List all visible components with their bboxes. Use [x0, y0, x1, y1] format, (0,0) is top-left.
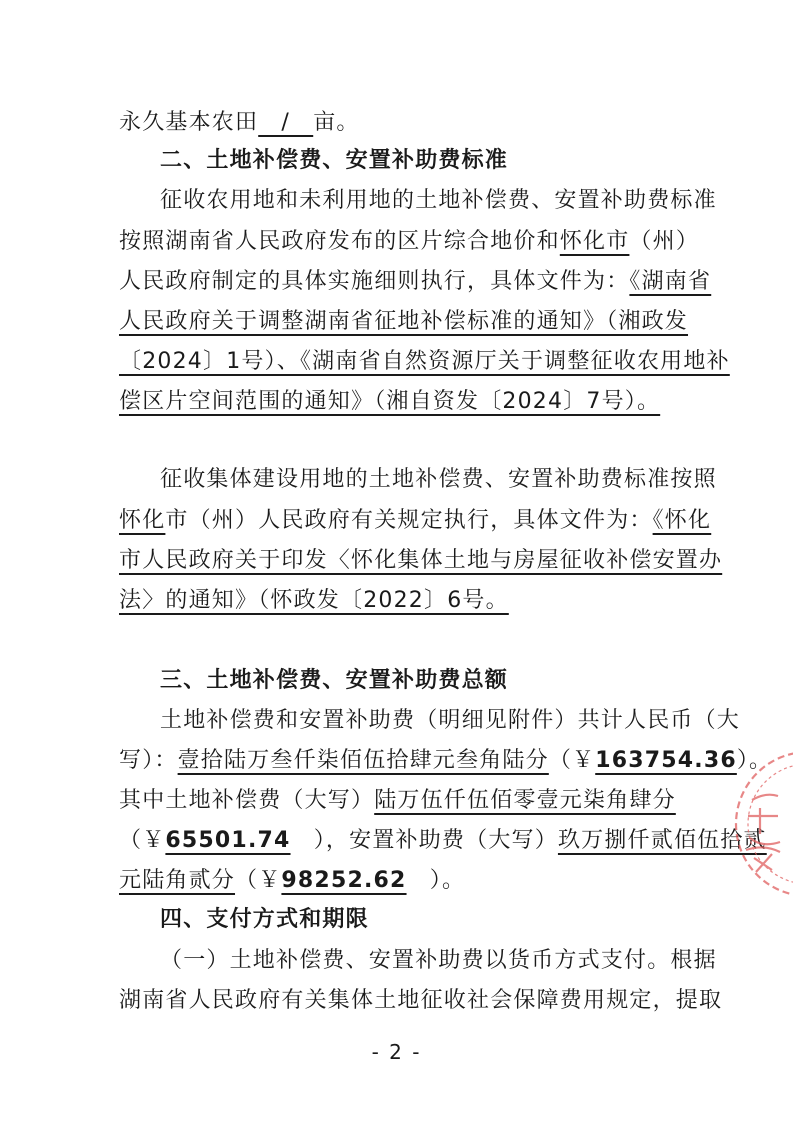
section-heading: 四、支付方式和期限	[160, 907, 369, 932]
paragraph-line: 土地补偿费和安置补助费（明细见附件）共计人民币（大	[160, 708, 741, 733]
paragraph-line: 元陆角贰分（￥98252.62 ）。	[119, 868, 466, 893]
total-amount-number: 163754.36	[595, 748, 737, 773]
resettlement-subsidy-number: 98252.62	[281, 868, 407, 893]
resettlement-subsidy-words-cont: 元陆角贰分	[119, 868, 236, 893]
paragraph-line: 人民政府制定的具体实施细则执行，具体文件为：《湖南省	[119, 269, 712, 294]
blank-field: 怀化市	[559, 229, 630, 254]
paragraph-line: 偿区片空间范围的通知》（湘自资发〔2024〕7号）。	[119, 389, 661, 414]
paragraph-line: 法〉的通知》（怀政发〔2022〕6号。	[119, 588, 509, 613]
blank-field: 《怀化	[652, 508, 712, 533]
total-amount-words: 壹拾陆万叁仟柒佰伍拾肆元叁角陆分	[177, 748, 549, 773]
blank-field: 《湖南省	[629, 269, 712, 294]
blank-field: 怀化	[119, 508, 166, 533]
paragraph-line: 写）：壹拾陆万叁仟柒佰伍拾肆元叁角陆分（￥163754.36）。	[119, 748, 773, 773]
section-heading: 三、土地补偿费、安置补助费总额	[160, 668, 509, 693]
seal-stamp	[728, 742, 793, 902]
paragraph-line: 按照湖南省人民政府发布的区片综合地价和怀化市（州）	[119, 229, 700, 254]
paragraph-line: 湖南省人民政府有关集体土地征收社会保障费用规定，提取	[119, 988, 723, 1013]
paragraph-line: 征收集体建设用地的土地补偿费、安置补助费标准按照	[160, 467, 717, 492]
paragraph-line: （一）土地补偿费、安置补助费以货币方式支付。根据	[160, 948, 717, 973]
paragraph-line: 永久基本农田 / 亩。	[119, 110, 360, 135]
page-number: - 2 -	[371, 1040, 422, 1064]
section-heading: 二、土地补偿费、安置补助费标准	[160, 148, 509, 173]
paragraph-line: 人民政府关于调整湖南省征地补偿标准的通知》（湘政发	[119, 309, 689, 334]
paragraph-line: 其中土地补偿费（大写）陆万伍仟伍佰零壹元柒角肆分	[119, 788, 676, 813]
paragraph-line: 征收农用地和未利用地的土地补偿费、安置补助费标准	[160, 188, 717, 213]
land-compensation-words: 陆万伍仟伍佰零壹元柒角肆分	[374, 788, 676, 813]
resettlement-subsidy-words: 玖万捌仟贰佰伍拾贰	[557, 828, 767, 853]
paragraph-line: 〔2024〕1号）、《湖南省自然资源厅关于调整征收农用地补	[119, 349, 730, 374]
paragraph-line: 怀化市（州）人民政府有关规定执行，具体文件为：《怀化	[119, 508, 712, 533]
land-compensation-number: 65501.74	[165, 828, 291, 853]
paragraph-line: 市人民政府关于印发〈怀化集体土地与房屋征收补偿安置办	[119, 548, 723, 573]
paragraph-line: （￥65501.74 ），安置补助费（大写）玖万捌仟贰佰伍拾贰	[119, 828, 767, 853]
blank-field: /	[258, 110, 314, 135]
